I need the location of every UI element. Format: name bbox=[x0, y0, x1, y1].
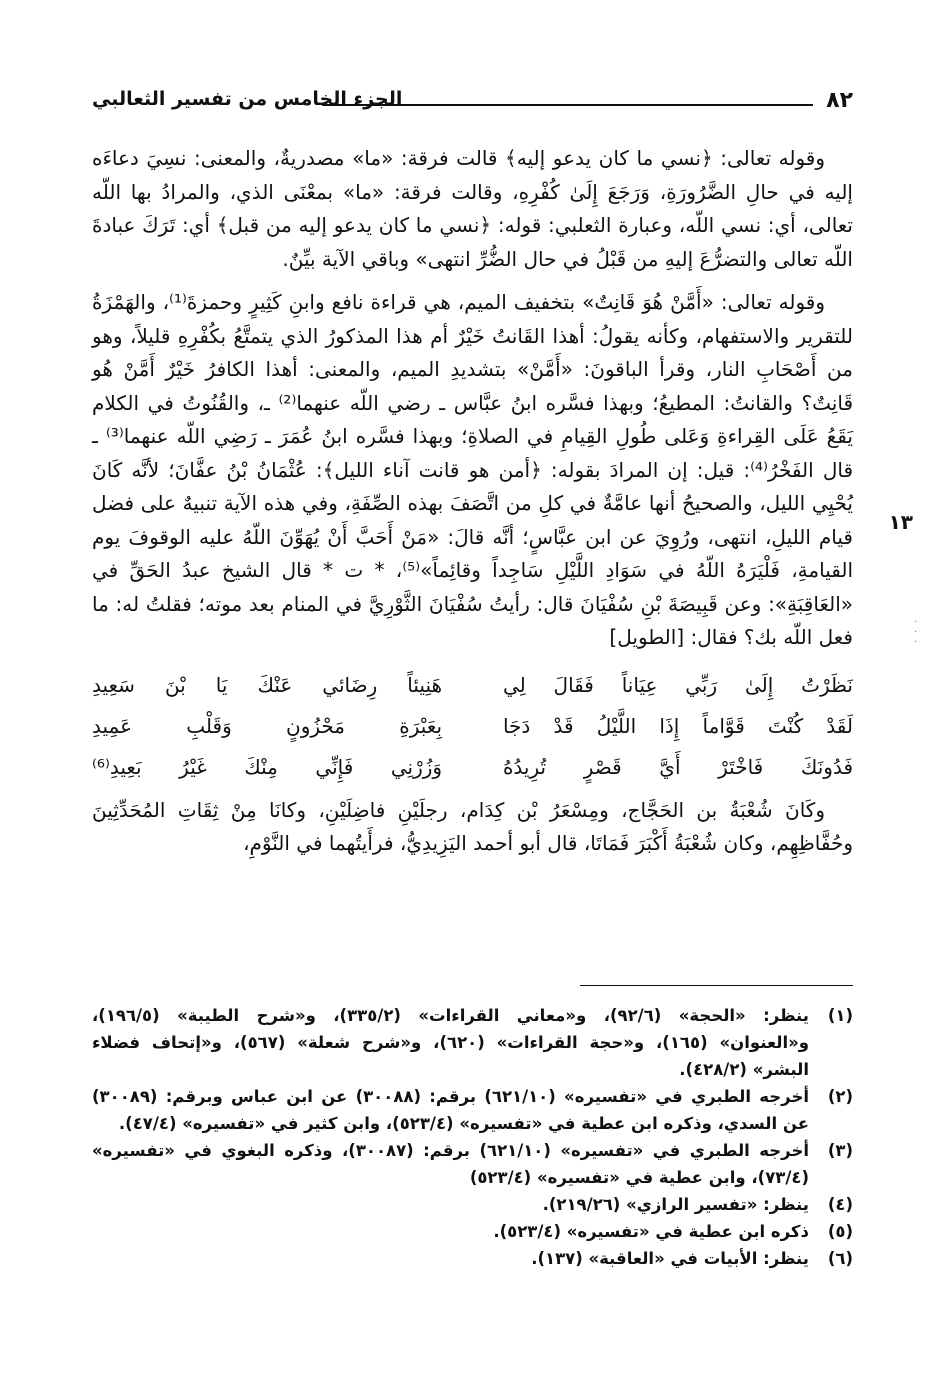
footnotes bbox=[92, 1002, 853, 1272]
footnote-number: (٣) bbox=[827, 1141, 853, 1160]
verse-line bbox=[92, 665, 853, 706]
footnote-text: ينظر: «الحجة» (٩٢/٦)، و«معاني القراءات» (٣٣٥/٢)، و«شرح الطيبة» (١٩٦/٥)، و«العنوان» (١٦٥)، و«حجة القراءات» (٦٢٠)، و«شرح شعلة» (٥٦٧)، و«إتحاف فضلاء البشر» (٤٢٨/٢). bbox=[92, 1006, 810, 1079]
footnote-text: ينظر: «تفسير الرازي» (٢١٩/٢٦). bbox=[542, 1195, 809, 1214]
verse-second-hemistich: وَزُرْنِي فَإِنِّي مِنْكَ غَيْرُ بَعِيدِ⁽⁶⁾ bbox=[92, 754, 443, 779]
footnote bbox=[92, 1245, 853, 1272]
verse-first-hemistich: فَدُونَكَ فَاخْتَرْ أَيَّ قَصْرٍ تُرِيدُهُ bbox=[502, 754, 853, 779]
footnote-number: (٢) bbox=[827, 1087, 853, 1106]
paragraph: وكَانَ شُعْبَةُ بن الحَجَّاج، ومِسْعَرُ بْن كِدَام، رجلَيْنِ فاضِلَيْنِ، وكانَا مِنْ ثِقَاتِ المُحَدِّثِينَ وحُفَّاظِهِم، وكان شُعْبَةُ أَكْبَرَ فَمَاتَا، قال أبو أحمد اليَزِيدِيُّ، فرأَيتُهما في النَّوْمِ، bbox=[92, 797, 853, 855]
footnote-text: أخرجه الطبري في «تفسيره» (٦٢١/١٠) برقم: (٣٠٠٨٨) عن ابن عباس وبرقم: (٣٠٠٨٩) عن السدي، وذكره ابن عطية في «تفسيره» (٥٢٣/٤)، وابن كثير في «تفسيره» (٤٧/٤). bbox=[92, 1087, 809, 1133]
footnote bbox=[92, 1083, 853, 1137]
paragraph: وقوله تعالى: «أَمَّنْ هُوَ قَانِتٌ» بتخفيف الميم، هي قراءة نافع وابنِ كَثِيرٍ وحمزةَ⁽¹⁾، والهَمْزَةُ للتقرير والاستفهام، وكأنه يقولُ: أهذا القَانتُ خَيْرٌ أم هذا المذكورُ الذي يتمتَّعُ بكُفْرِهِ قليلاً، وهو من أَصْحَابِ النار، وقرأ الباقونَ: «أَمَّنْ» بتشديدِ الميم، والمعنى: أهذا الكافرُ خَيْرٌ أَمَّنْ هُو قَانِتٌ؟ والقانتُ: المطيعُ؛ وبهذا فسَّره ابنُ عبَّاس ـ رضي اللّه عنهما⁽²⁾ ـ، والقُنُوتُ في الكلام يَقَعُ عَلَى القِراءةِ وَعَلى طُولِ القِيامِ في الصلاةِ؛ وبهذا فسَّره ابنُ عُمَرَ ـ رَضِي اللّه عنهما⁽³⁾ ـ قال الفَخْرُ⁽⁴⁾: قيل: إن المرادَ بقوله: ﴿أمن هو قانت آناء الليل﴾: عُثْمَانُ بْنُ عفَّانَ؛ لأنَّه كَانَ يُحْيِي الليل، والصحيحُ أنها عامَّةٌ في كلِ من اتَّصَفَ بهذه الصِّفَةِ، وفي هذه الآية تنبيهٌ على فضل قيام الليلِ، انتهى، ورُوِيَ عن ابن عبَّاسٍ؛ أنَّه قالَ: «مَنْ أَحَبَّ أَنْ يُهَوِّنَ اللّهُ عليه الوقوفَ يوم القيامةِ، فَلْيَرَهُ اللّهُ في سَوَادِ اللَّيْلِ سَاجِداً وقائِماً»⁽⁵⁾، * ت * قال الشيخ عبدُ الحَقِّ في «العَاقِبَةِ»: وعن قَبِيصَةَ بْنِ سُفْيَانَ قال: رأيتُ سُفْيَانَ الثَّوْرِيَّ في المنام بعد موته؛ فقلتُ له: ما فعل اللّه بك؟ فقال: [الطويل] bbox=[92, 290, 854, 649]
running-header bbox=[92, 86, 853, 126]
page-number: ٨٢ bbox=[826, 88, 853, 113]
margin-number: ١٣ bbox=[888, 510, 913, 534]
verse-first-hemistich: نَظَرْتُ إِلَىٰ رَبِّي عِيَاناً فَقَالَ لِي bbox=[502, 672, 853, 697]
footnote bbox=[92, 1137, 853, 1191]
verse-first-hemistich: لَقَدْ كُنْتَ قَوَّاماً إِذَا اللَّيْلُ قَدْ دَجَا bbox=[502, 713, 853, 738]
footnote-number: (٦) bbox=[827, 1249, 853, 1268]
footnote-number: (١) bbox=[827, 1006, 853, 1025]
footnote-number: (٤) bbox=[827, 1195, 853, 1214]
paragraph: وقوله تعالى: ﴿نسي ما كان يدعو إليه﴾ قالت فرقة: «ما» مصدريةٌ، والمعنى: نسِيَ دعاءَه إليه في حالِ الضَّرُورَةِ، وَرَجَعَ إِلَىٰ كُفْرِهِ، وقالت فرقة: «ما» بمعْنَى الذي، والمرادُ بها اللّه تعالى، أي: نسي اللّه، وعبارة الثعلبي: قوله: ﴿نسي ما كان يدعو إليه من قبل﴾ أي: تَرَكَ عبادةَ اللّه تعالى والتضرُّعَ إليهِ من قَبْلُ في حال الضُّرِّ انتهى» وباقي الآية بيِّنٌ. bbox=[92, 146, 853, 271]
verse-second-hemistich: هَنِيئاً رِضَائي عَنْكَ يَا بْنَ سَعِيدِ bbox=[92, 672, 443, 697]
footnote-text: ينظر: الأبيات في «العاقبة» (١٣٧). bbox=[531, 1249, 809, 1268]
verse-line bbox=[92, 747, 853, 788]
verse-line bbox=[92, 706, 853, 747]
footnote bbox=[92, 1218, 853, 1245]
poem bbox=[92, 665, 853, 788]
footnote-text: أخرجه الطبري في «تفسيره» (٦٢١/١٠) برقم: (٣٠٠٨٧)، وذكره البغوي في «تفسيره» (٧٣/٤)، وابن عطية في «تفسيره» (٥٢٣/٤) bbox=[92, 1141, 809, 1187]
header-title: الجزء الخامس من تفسير الثعالبي bbox=[92, 88, 403, 110]
footnote bbox=[92, 1002, 853, 1083]
verse-second-hemistich: بِعَبْرَةِ مَحْزُونٍ وَقَلْبِ عَمِيدِ bbox=[92, 713, 443, 738]
footnote bbox=[92, 1191, 853, 1218]
main-text bbox=[92, 142, 853, 861]
footnote-number: (٥) bbox=[827, 1222, 853, 1241]
footnote-text: ذكره ابن عطية في «تفسيره» (٥٢٣/٤). bbox=[493, 1222, 809, 1241]
footnote-rule bbox=[580, 985, 853, 986]
margin-specks: · · · bbox=[914, 617, 918, 648]
